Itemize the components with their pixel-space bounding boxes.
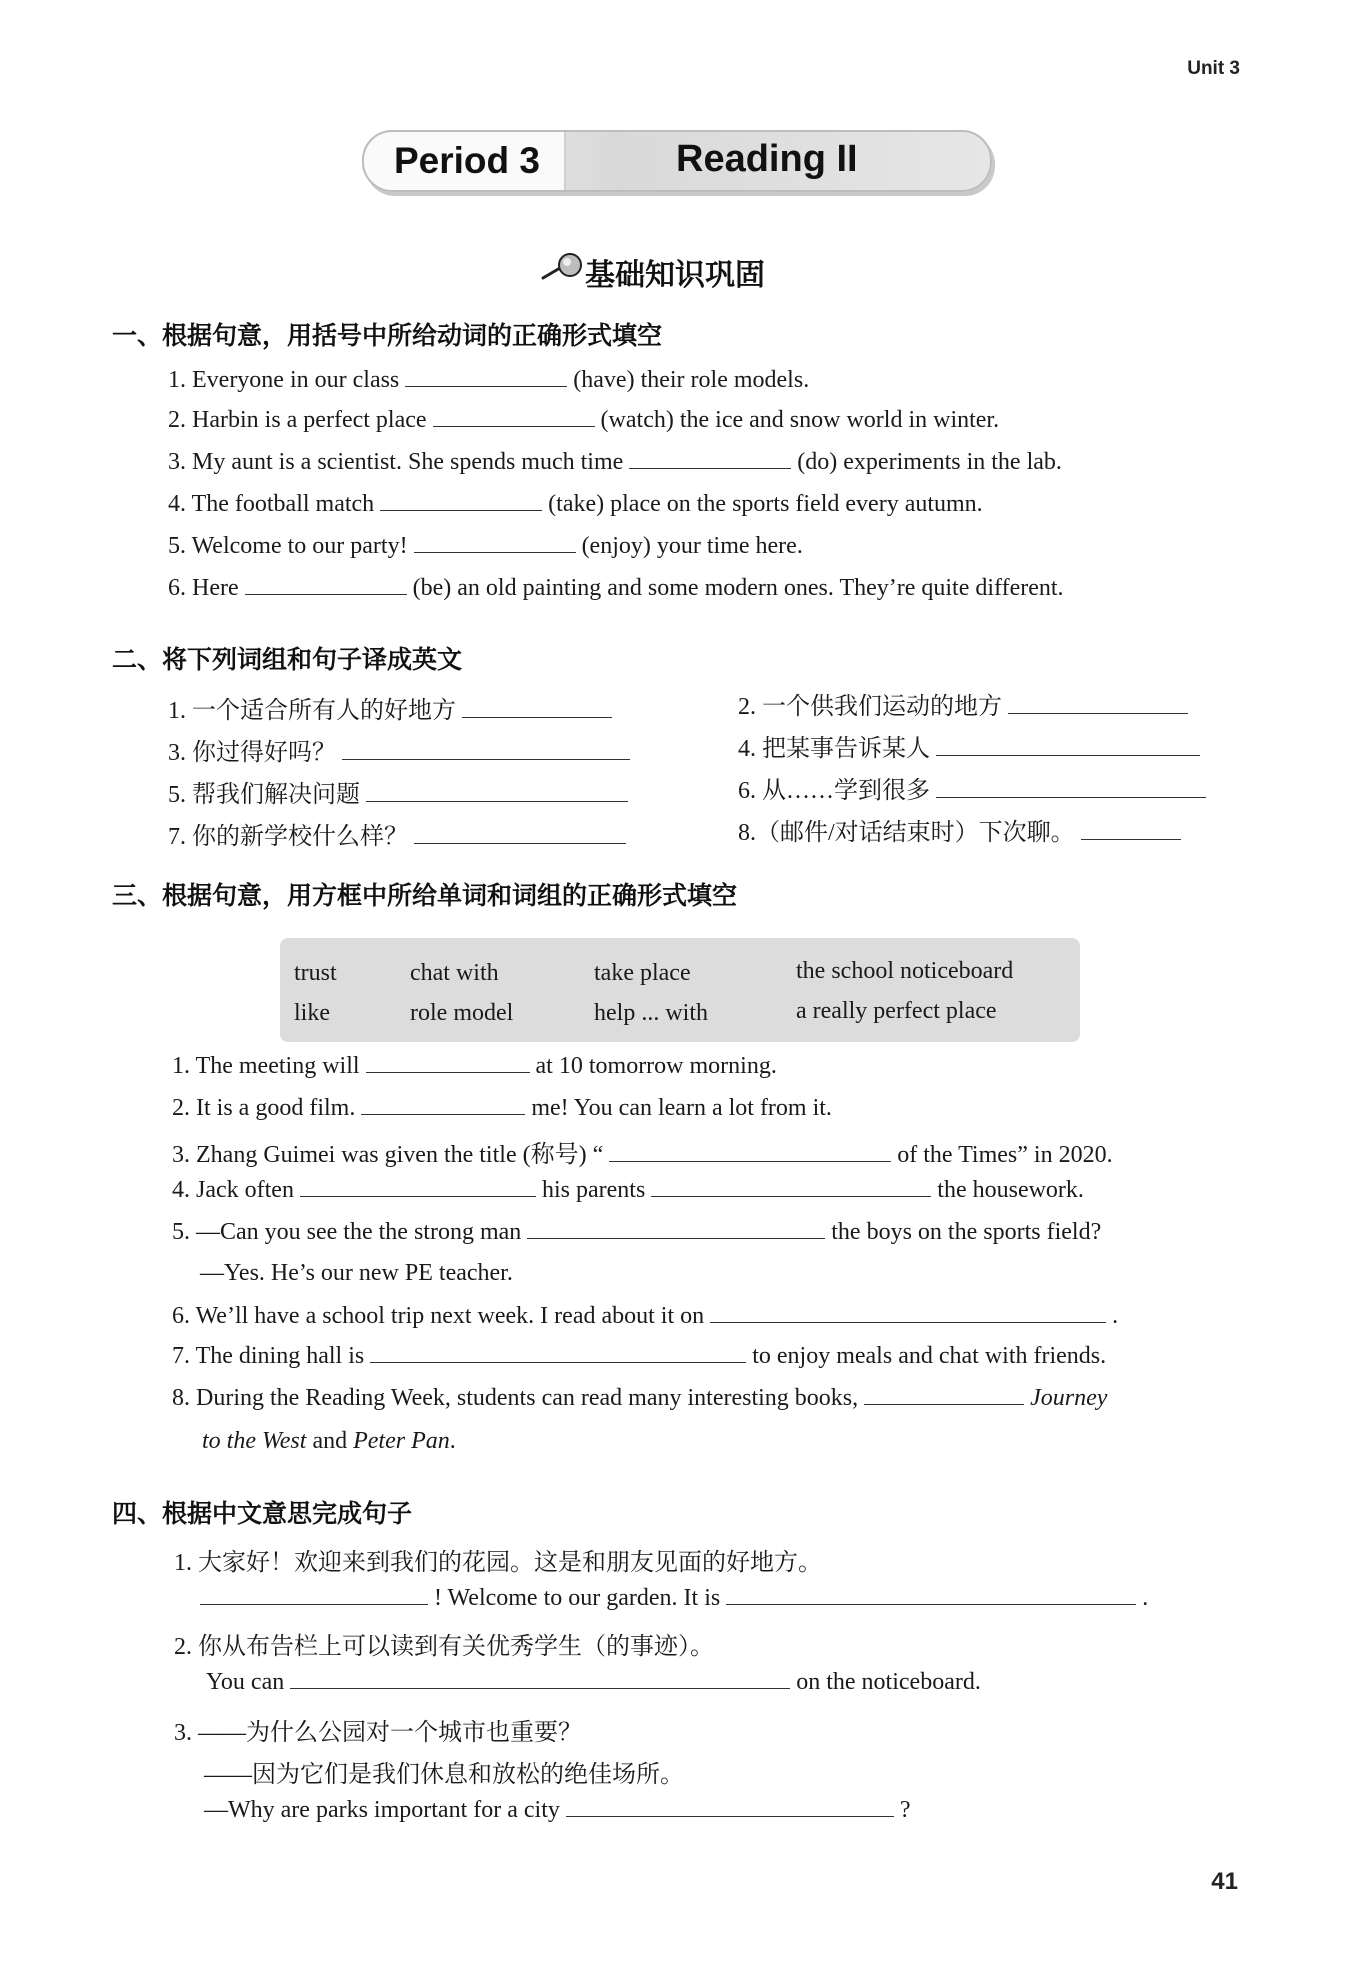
box-word: help ... with bbox=[594, 1000, 708, 1026]
page-number: 41 bbox=[1211, 1868, 1238, 1895]
item-text: 2. 一个供我们运动的地方 bbox=[738, 694, 1002, 720]
part2-heading: 二、将下列词组和句子译成英文 bbox=[112, 646, 463, 674]
item-text: the boys on the sports field? bbox=[831, 1219, 1102, 1245]
part2-item-6 bbox=[738, 770, 1212, 805]
answer-blank[interactable] bbox=[366, 1052, 530, 1073]
book-title: Peter Pan bbox=[353, 1428, 450, 1454]
answer-blank[interactable] bbox=[366, 781, 628, 802]
part1-item-6 bbox=[168, 574, 1064, 602]
answer-blank[interactable] bbox=[936, 735, 1200, 756]
answer-blank[interactable] bbox=[566, 1796, 894, 1817]
answer-blank[interactable] bbox=[936, 777, 1206, 798]
item-text: 5. Welcome to our party! bbox=[168, 533, 408, 559]
part2-item-3 bbox=[168, 732, 636, 767]
item-text: 4. The football match bbox=[168, 491, 375, 517]
item-text: ? bbox=[899, 1797, 911, 1823]
answer-blank[interactable] bbox=[1081, 819, 1181, 840]
part3-heading: 三、根据句意，用方框中所给单词和词组的正确形式填空 bbox=[112, 882, 738, 910]
item-text: 4. Jack often bbox=[172, 1177, 294, 1203]
part4-item-3-en bbox=[204, 1796, 911, 1824]
item-text: 6. 从……学到很多 bbox=[738, 778, 930, 804]
unit-label: Unit 3 bbox=[1187, 58, 1240, 79]
answer-blank[interactable] bbox=[245, 574, 407, 595]
answer-blank[interactable] bbox=[414, 532, 576, 553]
reading-title: Reading II bbox=[676, 138, 858, 180]
item-text: 8. During the Reading Week, students can read many interesting books, bbox=[172, 1385, 859, 1411]
box-word: the school noticeboard bbox=[796, 958, 1014, 984]
box-word: like bbox=[294, 1000, 330, 1026]
item-text: 1. 一个适合所有人的好地方 bbox=[168, 698, 456, 724]
book-title: Journey bbox=[1030, 1385, 1108, 1411]
item-text: 7. The dining hall is bbox=[172, 1343, 365, 1369]
answer-blank[interactable] bbox=[405, 366, 567, 387]
item-text: 7. 你的新学校什么样？ bbox=[168, 824, 408, 850]
part4-heading: 四、根据中文意思完成句子 bbox=[112, 1500, 413, 1528]
answer-blank[interactable] bbox=[414, 823, 626, 844]
item-text: (take) place on the sports field every autumn. bbox=[548, 491, 983, 517]
item-text: (enjoy) your time here. bbox=[581, 533, 803, 559]
part1-item-2 bbox=[168, 406, 999, 434]
box-word: trust bbox=[294, 960, 337, 986]
answer-blank[interactable] bbox=[629, 448, 791, 469]
item-text: 1. The meeting will bbox=[172, 1053, 360, 1079]
answer-blank[interactable] bbox=[1008, 693, 1188, 714]
part1-item-4 bbox=[168, 490, 983, 518]
part3-item-5 bbox=[172, 1218, 1101, 1246]
part4-item-3-cn: 3. ——为什么公园对一个城市也重要？ bbox=[174, 1720, 582, 1746]
item-text: 4. 把某事告诉某人 bbox=[738, 736, 930, 762]
item-text: (do) experiments in the lab. bbox=[797, 449, 1062, 475]
item-text: 6. We’ll have a school trip next week. I read about it on bbox=[172, 1303, 705, 1329]
answer-blank[interactable] bbox=[200, 1584, 428, 1605]
part4-item-1-en bbox=[200, 1584, 1148, 1612]
item-text: (have) their role models. bbox=[573, 367, 810, 393]
item-text: me! You can learn a lot from it. bbox=[531, 1095, 832, 1121]
item-text: 2. Harbin is a perfect place bbox=[168, 407, 427, 433]
answer-blank[interactable] bbox=[290, 1668, 790, 1689]
item-text: the housework. bbox=[937, 1177, 1084, 1203]
part3-item-8-cont bbox=[202, 1428, 456, 1455]
part1-item-1 bbox=[168, 366, 809, 394]
item-text: his parents bbox=[541, 1177, 646, 1203]
part3-item-2 bbox=[172, 1094, 832, 1122]
item-text: ! Welcome to our garden. It is bbox=[434, 1585, 721, 1611]
part2-item-5 bbox=[168, 774, 634, 809]
part1-heading: 一、根据句意，用括号中所给动词的正确形式填空 bbox=[112, 322, 663, 350]
item-text: on the noticeboard. bbox=[796, 1669, 981, 1695]
part1-item-5 bbox=[168, 532, 803, 560]
box-word: role model bbox=[410, 1000, 514, 1026]
item-text: (be) an old painting and some modern ones. They’re quite different. bbox=[412, 575, 1064, 601]
item-text: to enjoy meals and chat with friends. bbox=[752, 1343, 1107, 1369]
book-title: to the West bbox=[202, 1428, 307, 1454]
item-text: 8.（邮件/对话结束时）下次聊。 bbox=[738, 820, 1075, 846]
answer-blank[interactable] bbox=[342, 739, 630, 760]
word-box bbox=[280, 938, 1080, 1042]
part3-item-3 bbox=[172, 1134, 1113, 1169]
item-text: and bbox=[312, 1428, 348, 1454]
answer-blank[interactable] bbox=[726, 1584, 1136, 1605]
answer-blank[interactable] bbox=[370, 1342, 746, 1363]
item-text: 6. Here bbox=[168, 575, 239, 601]
item-text: 3. Zhang Guimei was given the title (称号) “ bbox=[172, 1142, 604, 1168]
answer-blank[interactable] bbox=[710, 1302, 1106, 1323]
item-text: You can bbox=[206, 1669, 285, 1695]
part3-item-4 bbox=[172, 1176, 1084, 1204]
part4-item-3-cn-answer: ——因为它们是我们休息和放松的绝佳场所。 bbox=[204, 1762, 684, 1788]
part3-item-1 bbox=[172, 1052, 777, 1080]
item-text: at 10 tomorrow morning. bbox=[535, 1053, 777, 1079]
item-text: 5. 帮我们解决问题 bbox=[168, 782, 360, 808]
part2-item-1 bbox=[168, 690, 618, 725]
part2-item-2 bbox=[738, 686, 1194, 721]
answer-blank[interactable] bbox=[300, 1176, 536, 1197]
box-word: chat with bbox=[410, 960, 499, 986]
item-text: of the Times” in 2020. bbox=[897, 1142, 1113, 1168]
part2-item-7 bbox=[168, 816, 632, 851]
part4-item-2-en bbox=[206, 1668, 981, 1696]
item-text: 3. My aunt is a scientist. She spends much time bbox=[168, 449, 624, 475]
part3-item-8 bbox=[172, 1384, 1107, 1412]
period-banner bbox=[362, 130, 992, 192]
answer-blank[interactable] bbox=[361, 1094, 525, 1115]
item-text: . bbox=[1142, 1585, 1149, 1611]
answer-blank[interactable] bbox=[527, 1218, 825, 1239]
item-text: (watch) the ice and snow world in winter. bbox=[600, 407, 1000, 433]
part4-item-2-cn: 2. 你从布告栏上可以读到有关优秀学生（的事迹）。 bbox=[174, 1634, 714, 1660]
part2-item-8 bbox=[738, 812, 1187, 847]
part3-item-5-answer: —Yes. He’s our new PE teacher. bbox=[200, 1260, 513, 1286]
period-title: Period 3 bbox=[394, 140, 540, 181]
part4-item-1-cn: 1. 大家好！欢迎来到我们的花园。这是和朋友见面的好地方。 bbox=[174, 1550, 822, 1576]
item-text: 5. —Can you see the the strong man bbox=[172, 1219, 522, 1245]
answer-blank[interactable] bbox=[433, 406, 595, 427]
answer-blank[interactable] bbox=[864, 1384, 1024, 1405]
answer-blank[interactable] bbox=[651, 1176, 931, 1197]
item-text: . bbox=[1112, 1303, 1119, 1329]
part1-item-3 bbox=[168, 448, 1062, 476]
answer-blank[interactable] bbox=[609, 1141, 891, 1162]
box-word: a really perfect place bbox=[796, 998, 997, 1024]
answer-blank[interactable] bbox=[380, 490, 542, 511]
part2-item-4 bbox=[738, 728, 1206, 763]
item-text: —Why are parks important for a city bbox=[204, 1797, 560, 1823]
item-text: 2. It is a good film. bbox=[172, 1095, 356, 1121]
item-text: 3. 你过得好吗？ bbox=[168, 740, 336, 766]
answer-blank[interactable] bbox=[462, 697, 612, 718]
box-word: take place bbox=[594, 960, 691, 986]
part3-item-7 bbox=[172, 1342, 1106, 1370]
section-title: 基础知识巩固 bbox=[585, 259, 765, 292]
part3-item-6 bbox=[172, 1302, 1118, 1330]
item-text: 1. Everyone in our class bbox=[168, 367, 400, 393]
item-text: . bbox=[449, 1428, 456, 1454]
